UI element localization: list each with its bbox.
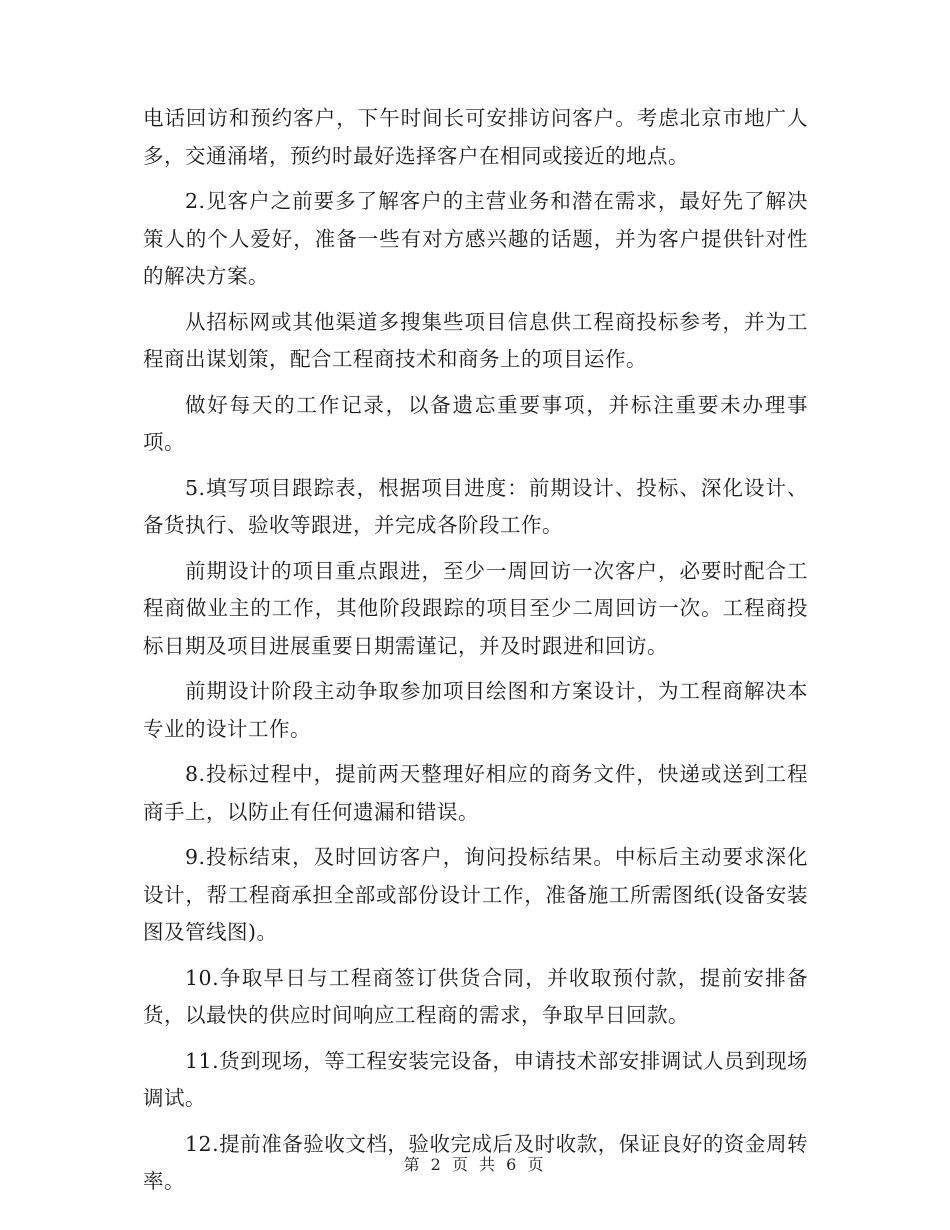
paragraph-item-3: 从招标网或其他渠道多搜集些项目信息供工程商投标参考，并为工程商出谋划策，配合工程商技术和商务上的项目运作。 — [143, 309, 808, 371]
paragraph-item-4: 做好每天的工作记录，以备遗忘重要事项，并标注重要未办理事项。 — [143, 392, 808, 454]
paragraph-item-9: 9.投标结束，及时回访客户，询问投标结果。中标后主动要求深化设计，帮工程商承担全部或部份设计工作，准备施工所需图纸(设备安装图及管线图)。 — [143, 845, 808, 944]
document-body — [143, 100, 808, 1209]
paragraph-item-6: 前期设计的项目重点跟进，至少一周回访一次客户，必要时配合工程商做业主的工作，其他阶段跟踪的项目至少二周回访一次。工程商投标日期及项目进展重要日期需谨记，并及时跟进和回访。 — [143, 558, 808, 658]
page-number-footer: 第 2 页 共 6 页 — [403, 1155, 547, 1174]
paragraph-item-7: 前期设计阶段主动争取参加项目绘图和方案设计，为工程商解决本专业的设计工作。 — [143, 679, 808, 741]
paragraph-item-8: 8.投标过程中，提前两天整理好相应的商务文件，快递或送到工程商手上，以防止有任何遗漏和错误。 — [143, 762, 808, 824]
paragraph-item-12: 12.提前准备验收文档，验收完成后及时收款，保证良好的资金周转率。 — [143, 1131, 808, 1193]
paragraph-continuation: 电话回访和预约客户，下午时间长可安排访问客户。考虑北京市地广人多，交通涌堵，预约时最好选择客户在相同或接近的地点。 — [143, 106, 808, 168]
paragraph-item-11: 11.货到现场，等工程安装完设备，申请技术部安排调试人员到现场调试。 — [143, 1048, 808, 1110]
paragraph-item-2: 2.见客户之前要多了解客户的主营业务和潜在需求，最好先了解决策人的个人爱好，准备一些有对方感兴趣的话题，并为客户提供针对性的解决方案。 — [143, 189, 808, 288]
paragraph-item-5: 5.填写项目跟踪表，根据项目进度：前期设计、投标、深化设计、备货执行、验收等跟进，并完成各阶段工作。 — [143, 475, 808, 537]
paragraph-item-10: 10.争取早日与工程商签订供货合同，并收取预付款，提前安排备货，以最快的供应时间响应工程商的需求，争取早日回款。 — [143, 965, 808, 1027]
